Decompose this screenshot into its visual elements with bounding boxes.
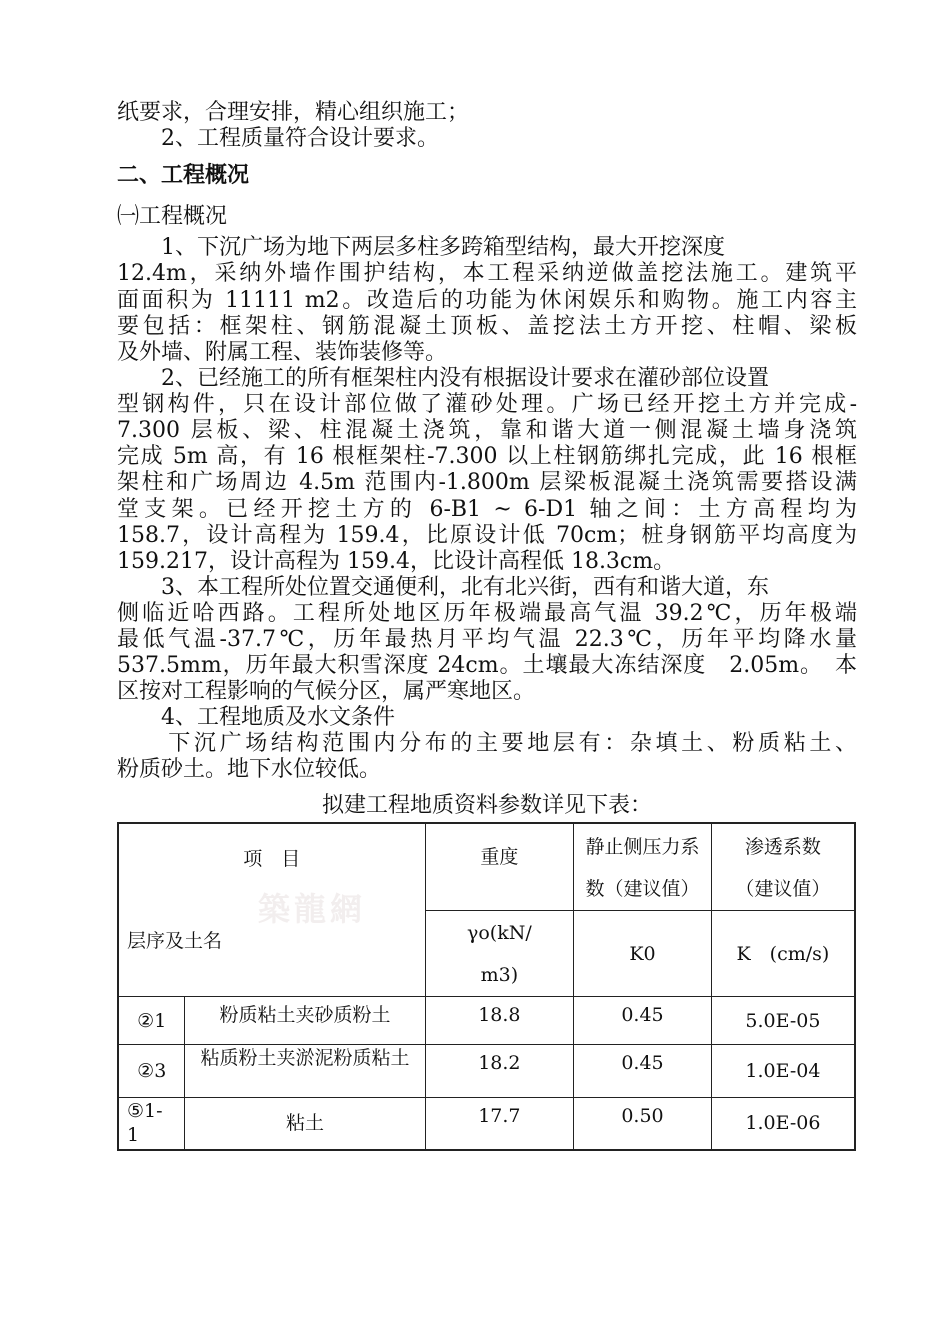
text-line: 7.300 层板、梁、柱混凝土浇筑，靠和谐大道一侧混凝土墙身浇筑 (117, 418, 857, 443)
cell-k0: 0.45 (574, 1045, 712, 1098)
cell-weight: 17.7 (425, 1098, 574, 1150)
cell-name: 粉质粘土夹砂质粉土 (185, 997, 425, 1045)
cell-name: 粘土 (185, 1098, 425, 1150)
cell-weight: 18.8 (425, 997, 574, 1045)
cell-name: 粘质粉土夹淤泥粉质粘土 (185, 1045, 425, 1098)
header-perm-unit: K (cm/s) (711, 911, 855, 997)
table-row (118, 997, 855, 1045)
header-layer: 层序及土名 (127, 930, 223, 952)
text-line: 2、工程质量符合设计要求。 (117, 126, 439, 151)
text-line: 面面积为 11111 m2。改造后的功能为休闲娱乐和购物。施工内容主 (117, 288, 857, 313)
text-line: 架柱和广场周边 4.5m 范围内-1.800m 层梁板混凝土浇筑需要搭设满 (117, 470, 857, 495)
table-row (118, 1098, 855, 1150)
text-line: 粉质砂土。地下水位较低。 (117, 757, 382, 782)
text-line: 537.5mm，历年最大积雪深度 24cm。土壤最大冻结深度 2.05m。 本 (117, 653, 857, 678)
text-line: 型钢构件，只在设计部位做了灌砂处理。广场已经开挖土方并完成- (117, 392, 857, 417)
cell-code: ②3 (118, 1045, 185, 1098)
header-item: 项 目 (243, 848, 301, 870)
text-line: 堂支架。已经开挖土方的 6-B1 ~ 6-D1 轴之间：土方高程均为 (117, 497, 857, 522)
cell-perm: 5.0E-05 (711, 997, 855, 1045)
text-line: 159.217，设计高程为 159.4，比设计高程低 18.3cm。 (117, 549, 676, 574)
cell-code: ②1 (118, 997, 185, 1045)
text-line: 2、已经施工的所有框架柱内没有根据设计要求在灌砂部位设置 (117, 366, 769, 391)
table-row (118, 1045, 855, 1098)
cell-weight: 18.2 (425, 1045, 574, 1098)
subsection-heading: ㈠工程概况 (117, 204, 228, 229)
cell-k0: 0.50 (574, 1098, 712, 1150)
header-weight: 重度 (425, 823, 574, 911)
watermark-logo: 築龍網 (258, 890, 367, 928)
text-line: 12.4m，采纳外墙作围护结构，本工程采纳逆做盖挖法施工。建筑平 (117, 261, 857, 286)
table-caption: 拟建工程地质资料参数详见下表： (321, 793, 652, 818)
header-k0-unit: K0 (574, 911, 712, 997)
text-line: 4、工程地质及水文条件 (117, 705, 395, 730)
text-line: 158.7，设计高程为 159.4，比原设计低 70cm；桩身钢筋平均高度为 (117, 523, 857, 548)
cell-perm: 1.0E-06 (711, 1098, 855, 1150)
text-line: 侧临近哈西路。工程所处地区历年极端最高气温 39.2℃，历年极端 (117, 601, 857, 626)
text-line: 完成 5m 高，有 16 根框架柱-7.300 以上柱钢筋绑扎完成，此 16 根框 (117, 444, 857, 469)
header-weight-unit: γo(kN/ m3) (425, 911, 574, 997)
text-line: 纸要求，合理安排，精心组织施工； (117, 100, 470, 125)
text-line: 及外墙、附属工程、装饰装修等。 (117, 340, 448, 365)
geology-table (117, 822, 856, 1151)
text-line: 区按对工程影响的气候分区，属严寒地区。 (117, 679, 536, 704)
section-heading: 二、工程概况 (117, 163, 250, 188)
header-k0-title: 静止侧压力系 数（建议值） (574, 823, 712, 911)
cell-code: ⑤1-1 (118, 1098, 185, 1150)
text-line: 3、本工程所处位置交通便利，北有北兴街，西有和谐大道，东 (117, 575, 769, 600)
cell-k0: 0.45 (574, 997, 712, 1045)
text-line: 最低气温-37.7℃，历年最热月平均气温 22.3℃，历年平均降水量 (117, 627, 857, 652)
header-perm-title: 渗透系数 （建议值） (711, 823, 855, 911)
text-line: 下沉广场结构范围内分布的主要地层有：杂填土、粉质粘土、 (117, 731, 857, 756)
cell-perm: 1.0E-04 (711, 1045, 855, 1098)
text-line: 要包括：框架柱、钢筋混凝土顶板、盖挖法土方开挖、柱帽、梁板 (117, 314, 857, 339)
text-line: 1、下沉广场为地下两层多柱多跨箱型结构，最大开挖深度 (117, 235, 725, 260)
